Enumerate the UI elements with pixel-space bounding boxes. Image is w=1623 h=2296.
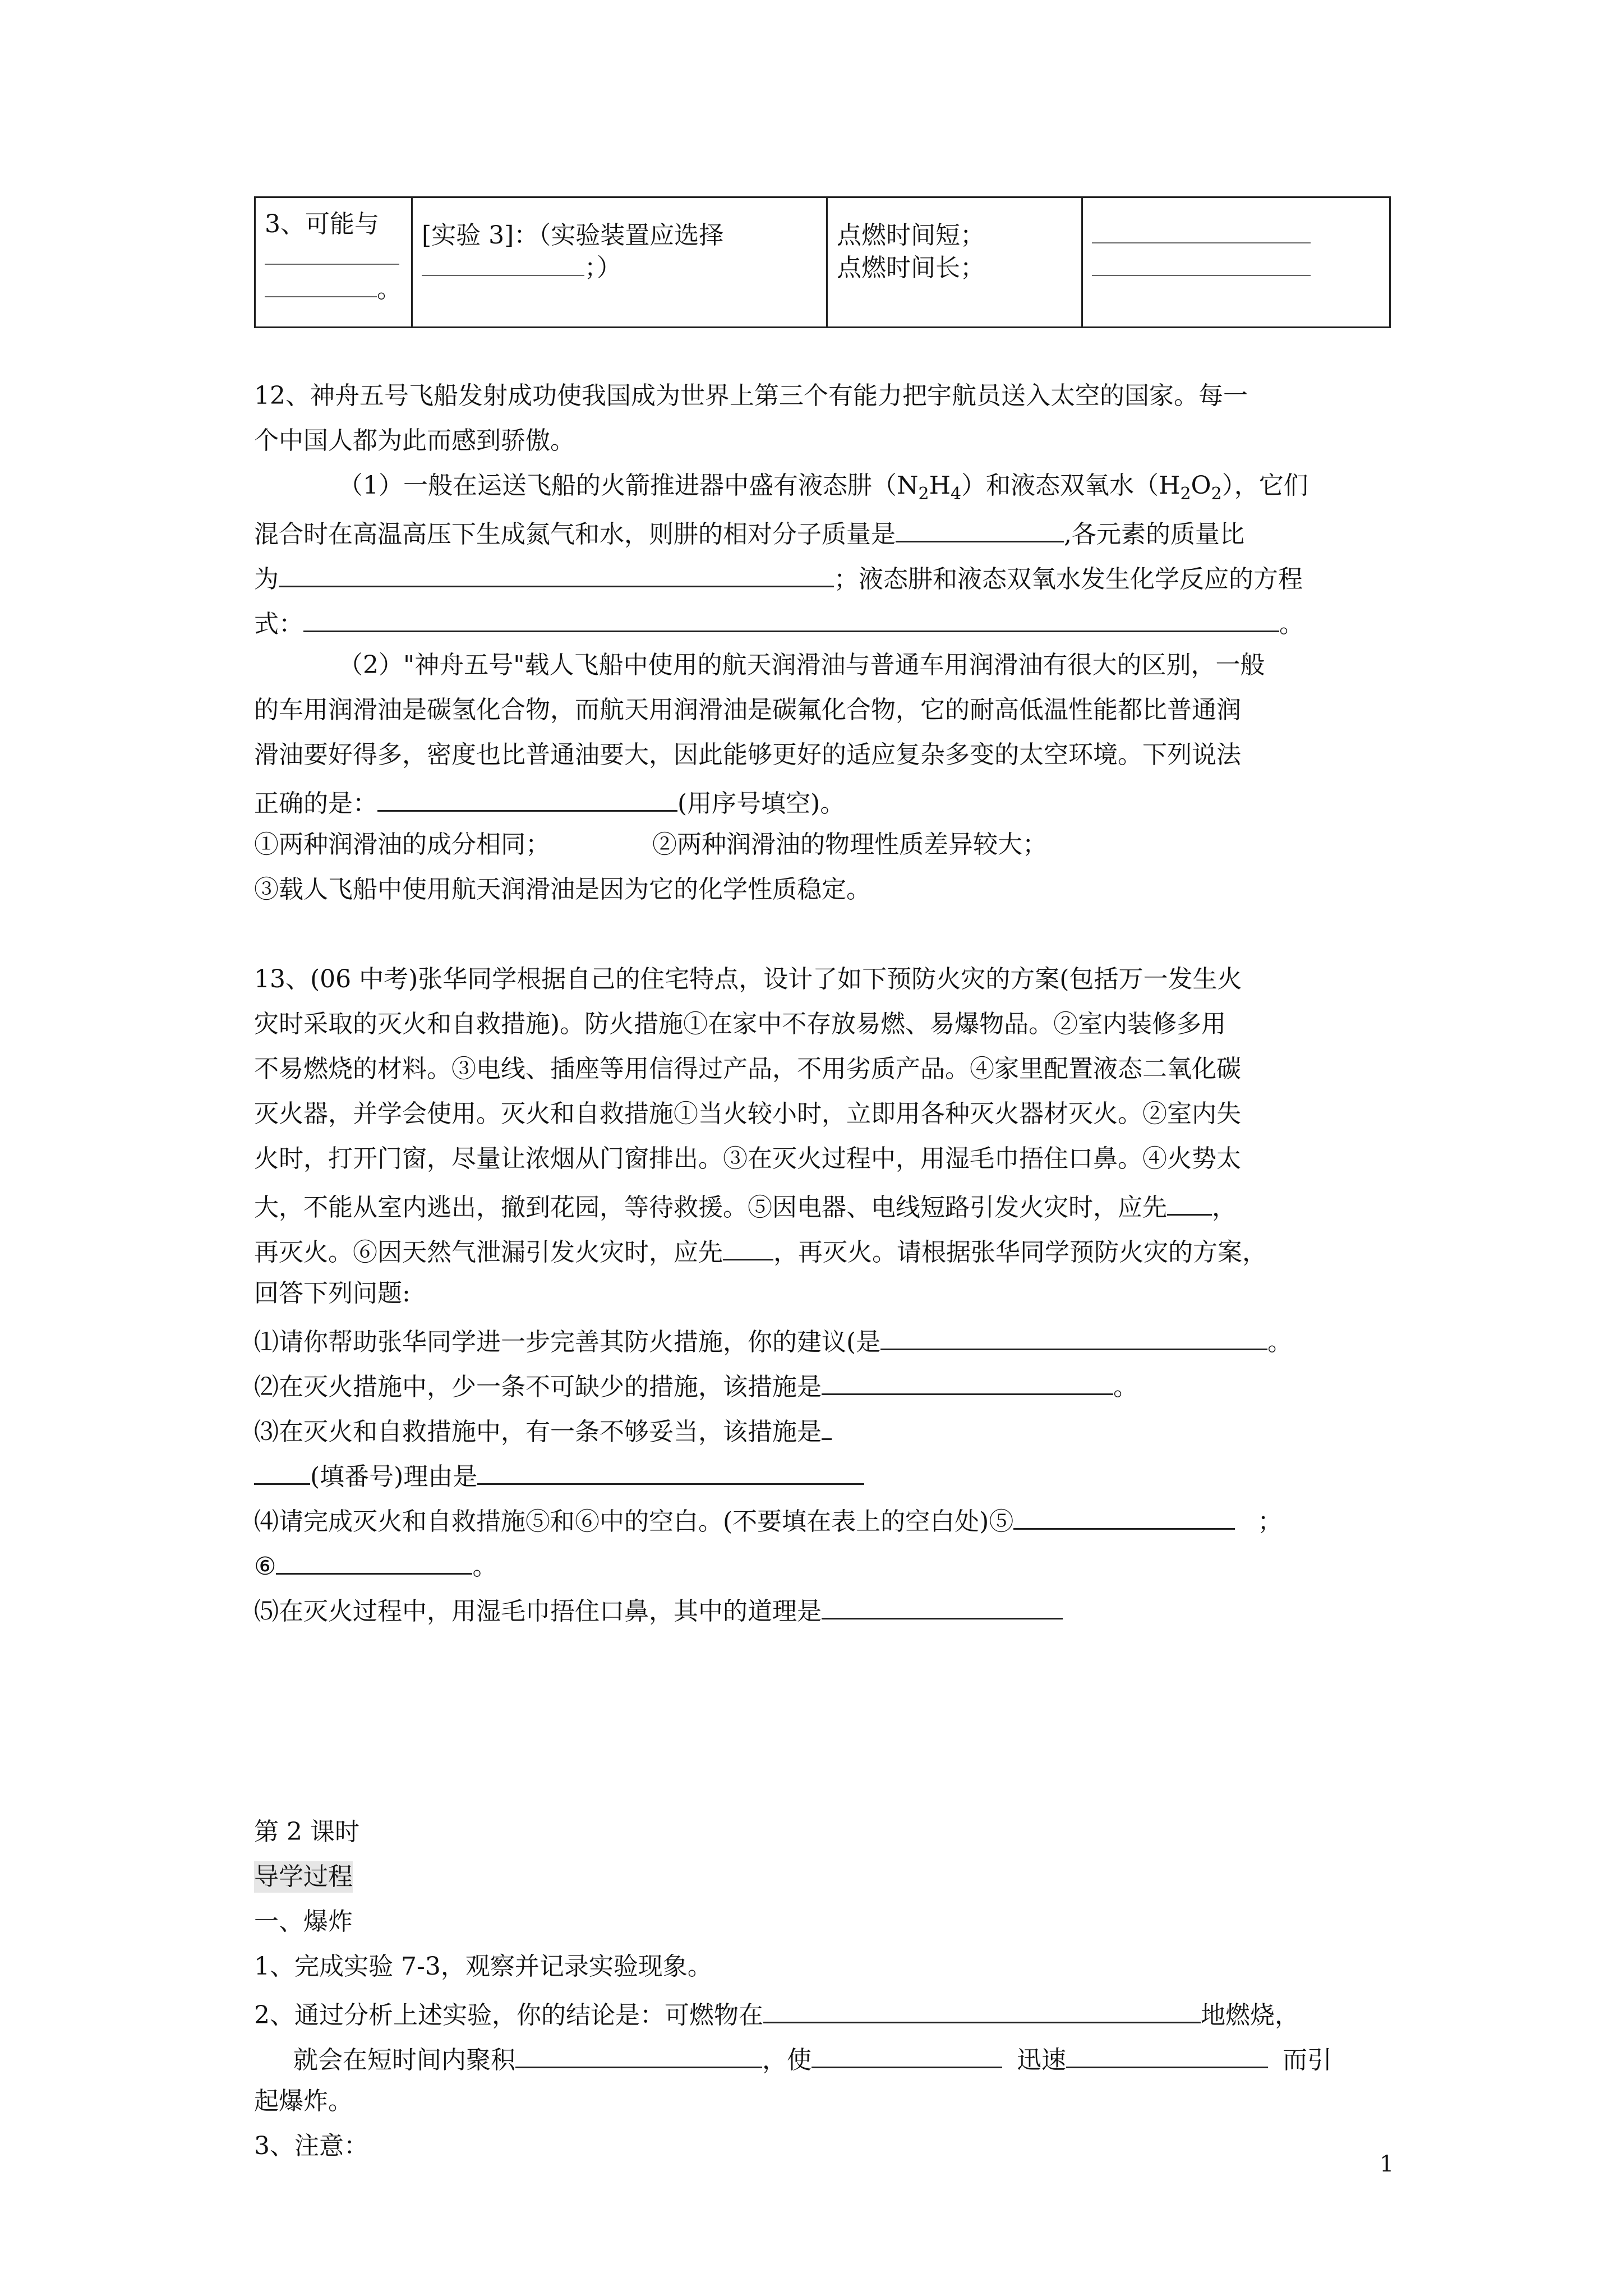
text: (用序号填空)。: [677, 789, 845, 818]
q12-line: 12、神舟五号飞船发射成功使我国成为世界上第三个有能力把宇航员送入太空的国家。每一: [254, 381, 1248, 410]
blank[interactable]: [1092, 220, 1311, 243]
q13-line: [254, 1233, 1267, 1268]
text: ；液态肼和液态双氧水发生化学反应的方程: [834, 565, 1303, 593]
answer-blank[interactable]: [822, 1592, 1063, 1619]
answer-blank[interactable]: [811, 2041, 1002, 2068]
blank[interactable]: [265, 274, 377, 297]
text: 地燃烧，: [1201, 2001, 1299, 2030]
text: ⑷请完成灭火和自救措施⑤和⑥中的空白。(不要填在表上的空白处)⑤: [254, 1507, 1014, 1536]
answer-blank[interactable]: [822, 1368, 1113, 1395]
q13-line: 灭火器，并学会使用。灭火和自救措施①当火较小时，立即用各种灭火器材灭火。②室内失: [254, 1099, 1241, 1128]
q13-line: 灾时采取的灭火和自救措施)。防火措施①在家中不存放易燃、易爆物品。②室内装修多用: [254, 1010, 1227, 1038]
blank[interactable]: [1092, 252, 1311, 276]
experiment-table: [254, 196, 1391, 328]
q12-line: 滑油要好得多，密度也比普通油要大，因此能够更好的适应复杂多变的太空环境。下列说法: [254, 740, 1241, 769]
text: 就会在短时间内聚积: [293, 2046, 515, 2074]
page-number: 1: [1380, 2151, 1394, 2177]
text: 再灭火。⑥因天然气泄漏引发火灾时，应先: [254, 1238, 723, 1267]
answer-blank[interactable]: [822, 1412, 832, 1440]
text: 2、通过分析上述实验，你的结论是：可燃物在: [254, 2001, 763, 2030]
blank[interactable]: [265, 241, 399, 265]
cell-text: 3、可能与: [265, 210, 379, 238]
q13-sub-question: [254, 1457, 864, 1493]
table-cell-hypothesis: [255, 197, 412, 328]
section-heading: 导学过程: [254, 1861, 353, 1893]
answer-blank[interactable]: [1013, 1502, 1235, 1530]
text: 正确的是：: [254, 789, 377, 818]
lesson-item: 1、完成实验 7-3，观察并记录实验现象。: [254, 1952, 712, 1981]
lesson-title: 第 2 课时: [254, 1818, 359, 1846]
lesson-item: [293, 2041, 1332, 2076]
answer-blank[interactable]: [515, 2041, 762, 2068]
text: 。: [1267, 1328, 1293, 1356]
lesson-item: [254, 1996, 1299, 2031]
text: 大，不能从室内逃出，撤到花园，等待救援。⑤因电器、电线短路引发火灾时，应先: [254, 1193, 1167, 1222]
text: ，再灭火。请根据张华同学预防火灾的方案，: [773, 1238, 1267, 1267]
q12-line: [254, 560, 1303, 595]
q12-line: （2）"神舟五号"载人飞船中使用的航天润滑油与普通车用润滑油有很大的区别，一般: [338, 651, 1265, 679]
text: ，使: [762, 2046, 811, 2074]
answer-blank[interactable]: [1167, 1188, 1212, 1216]
answer-blank[interactable]: [279, 560, 834, 587]
text: ,各元素的质量比: [1064, 520, 1244, 549]
answer-blank[interactable]: [477, 1457, 864, 1485]
q13-sub-question: [254, 1368, 1138, 1403]
cell-text: 。: [377, 275, 402, 303]
subscript: 2: [1180, 484, 1191, 504]
q13-line: 回答下列问题:: [254, 1279, 411, 1308]
q12-line: [254, 515, 1244, 550]
answer-blank[interactable]: [254, 1457, 310, 1485]
q12-option: ①两种润滑油的成分相同；: [254, 830, 550, 859]
q13-sub-question: [254, 1412, 832, 1448]
text: ；: [1257, 1507, 1283, 1536]
text: (填番号)理由是: [310, 1462, 478, 1491]
subscript: 2: [918, 484, 929, 504]
blank[interactable]: [422, 252, 584, 276]
answer-blank[interactable]: [377, 784, 677, 812]
lesson-item: 3、注意：: [254, 2132, 368, 2160]
q13-line: 13、(06 中考)张华同学根据自己的住宅特点，设计了如下预防火灾的方案(包括万一发生火: [254, 965, 1242, 993]
answer-blank[interactable]: [1066, 2041, 1268, 2068]
answer-blank[interactable]: [763, 1996, 1201, 2023]
text: ⑸在灭火过程中，用湿毛巾捂住口鼻，其中的道理是: [254, 1597, 822, 1626]
heading-explosion: 一、爆炸: [254, 1907, 353, 1936]
table-cell-conclusion: [1082, 197, 1390, 328]
cell-text: [实验 3]：（实验装置应选择: [422, 221, 724, 250]
text: 而引: [1283, 2046, 1332, 2074]
subscript: 4: [950, 484, 962, 504]
q12-line: [254, 784, 845, 820]
q12-line: 的车用润滑油是碳氢化合物，而航天用润滑油是碳氟化合物，它的耐高低温性能都比普通润: [254, 696, 1241, 724]
q12-option: ②两种润滑油的物理性质差异较大；: [652, 830, 1047, 859]
q12-line: [338, 470, 1308, 504]
text: ⑶在灭火和自救措施中，有一条不够妥当，该措施是: [254, 1418, 822, 1446]
text: ），它们: [1221, 471, 1308, 500]
q12-line: [254, 605, 1304, 640]
text: 。: [472, 1552, 497, 1581]
text: ，: [1212, 1193, 1237, 1222]
q13-line: 火时，打开门窗，尽量让浓烟从门窗排出。③在灭火过程中，用湿毛巾捂住口鼻。④火势太: [254, 1144, 1241, 1173]
cell-text: 点燃时间短；: [837, 221, 985, 250]
q13-line: [254, 1188, 1237, 1223]
answer-blank[interactable]: [303, 605, 1279, 632]
text: ⑵在灭火措施中，少一条不可缺少的措施，该措施是: [254, 1373, 822, 1401]
answer-blank[interactable]: [276, 1547, 472, 1575]
q13-line: 不易燃烧的材料。③电线、插座等用信得过产品，不用劣质产品。④家里配置液态二氧化碳: [254, 1055, 1241, 1083]
answer-blank[interactable]: [880, 1323, 1267, 1350]
text: ⑴请你帮助张华同学进一步完善其防火措施，你的建议(是: [254, 1328, 881, 1356]
text: O: [1191, 471, 1211, 500]
text: 为: [254, 565, 279, 593]
text: 。: [1279, 610, 1304, 638]
answer-blank[interactable]: [896, 515, 1064, 542]
text: 。: [1113, 1373, 1138, 1401]
q12-line: 个中国人都为此而感到骄傲。: [254, 426, 575, 455]
text: 迅速: [1017, 2046, 1066, 2074]
q13-sub-question: [254, 1502, 1282, 1538]
table-cell-experiment: [412, 197, 827, 328]
text: ⑥: [254, 1552, 276, 1581]
cell-text: 点燃时间长；: [837, 254, 985, 282]
text: 式：: [254, 610, 303, 638]
lesson-item: 起爆炸。: [254, 2087, 353, 2115]
text: （1）一般在运送飞船的火箭推进器中盛有液态肼（N: [338, 471, 919, 500]
q13-sub-question: [254, 1547, 497, 1582]
subscript: 2: [1211, 484, 1222, 504]
table-cell-phenomenon: [827, 197, 1082, 328]
q13-sub-question: [254, 1592, 1063, 1627]
cell-text: ；）: [584, 254, 621, 282]
text: ）和液态双氧水（H: [961, 471, 1181, 500]
q12-option: ③载人飞船中使用航天润滑油是因为它的化学性质稳定。: [254, 875, 871, 904]
answer-blank[interactable]: [723, 1233, 773, 1260]
text: H: [929, 471, 951, 500]
q13-sub-question: [254, 1323, 1292, 1358]
text: 混合时在高温高压下生成氮气和水，则肼的相对分子质量是: [254, 520, 896, 549]
